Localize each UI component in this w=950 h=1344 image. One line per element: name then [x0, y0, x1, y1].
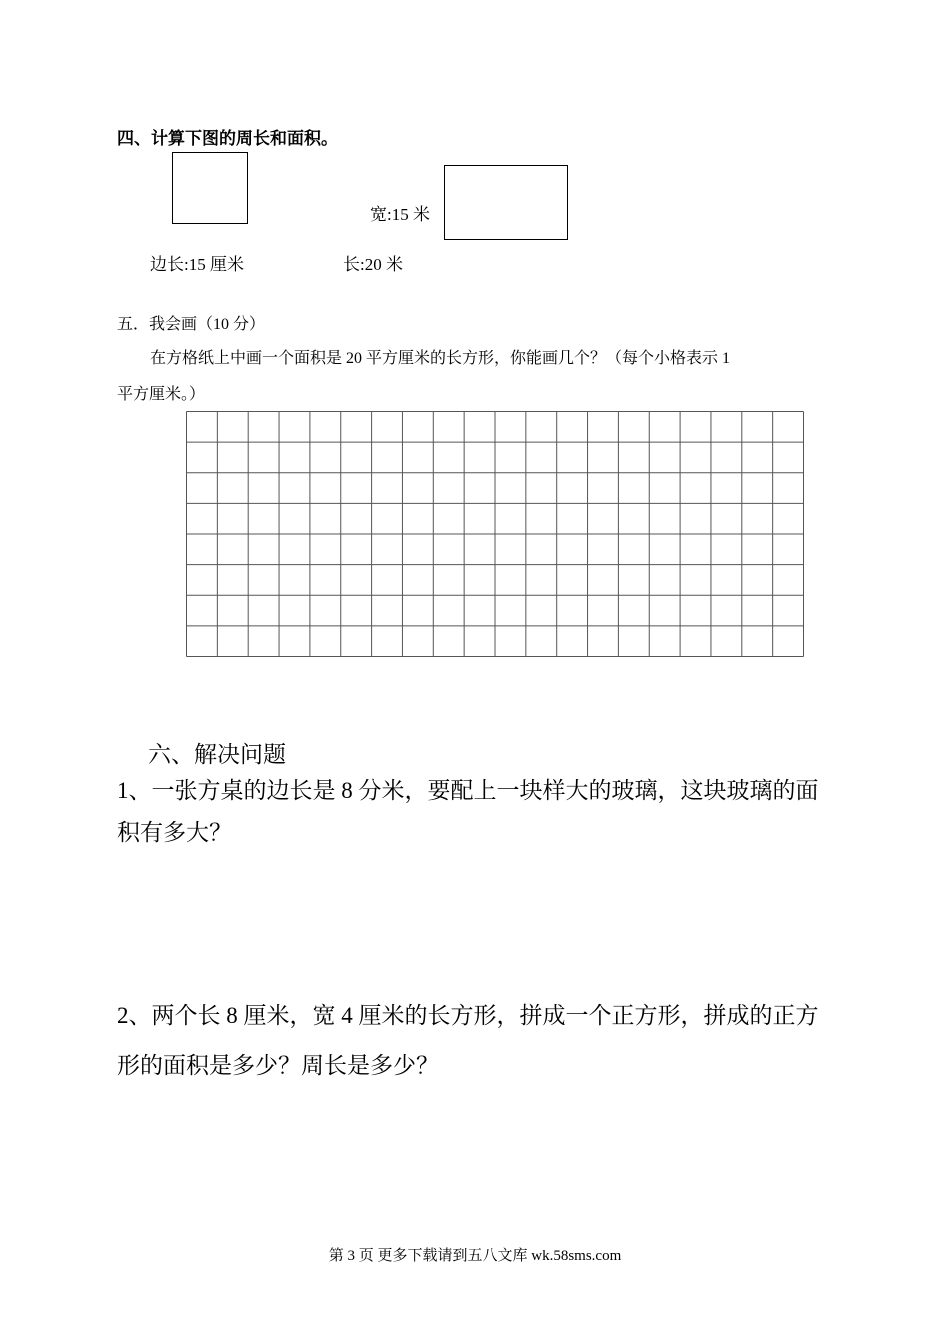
section5-instruction-line2: 平方厘米。）: [117, 386, 206, 403]
rect-width-label: 宽:15 米: [370, 205, 430, 224]
rectangle-figure: [444, 165, 568, 240]
section5-instruction-line1: 在方格纸上中画一个面积是 20 平方厘米的长方形，你能画几个？（每个小格表示 1: [150, 350, 731, 367]
square-figure: [172, 152, 248, 224]
grid-paper: [186, 411, 806, 664]
page-footer: 第 3 页 更多下载请到五八文库 wk.58sms.com: [328, 1248, 622, 1264]
section5-title: 五．我会画（10 分）: [117, 316, 266, 333]
section6-title: 六、解决问题: [148, 742, 286, 767]
grid-svg: [186, 411, 806, 659]
rect-length-label: 长:20 米: [343, 255, 403, 274]
section4-title: 四、计算下图的周长和面积。: [117, 129, 338, 149]
question1-line1: 1、一张方桌的边长是 8 分米，要配上一块样大的玻璃，这块玻璃的面: [117, 778, 819, 803]
question2-line1: 2、两个长 8 厘米，宽 4 厘米的长方形，拼成一个正方形，拼成的正方: [117, 1003, 819, 1028]
question1-line2: 积有多大？: [117, 820, 232, 845]
square-side-label: 边长:15 厘米: [150, 255, 244, 274]
question2-line2: 形的面积是多少？周长是多少？: [117, 1053, 439, 1078]
